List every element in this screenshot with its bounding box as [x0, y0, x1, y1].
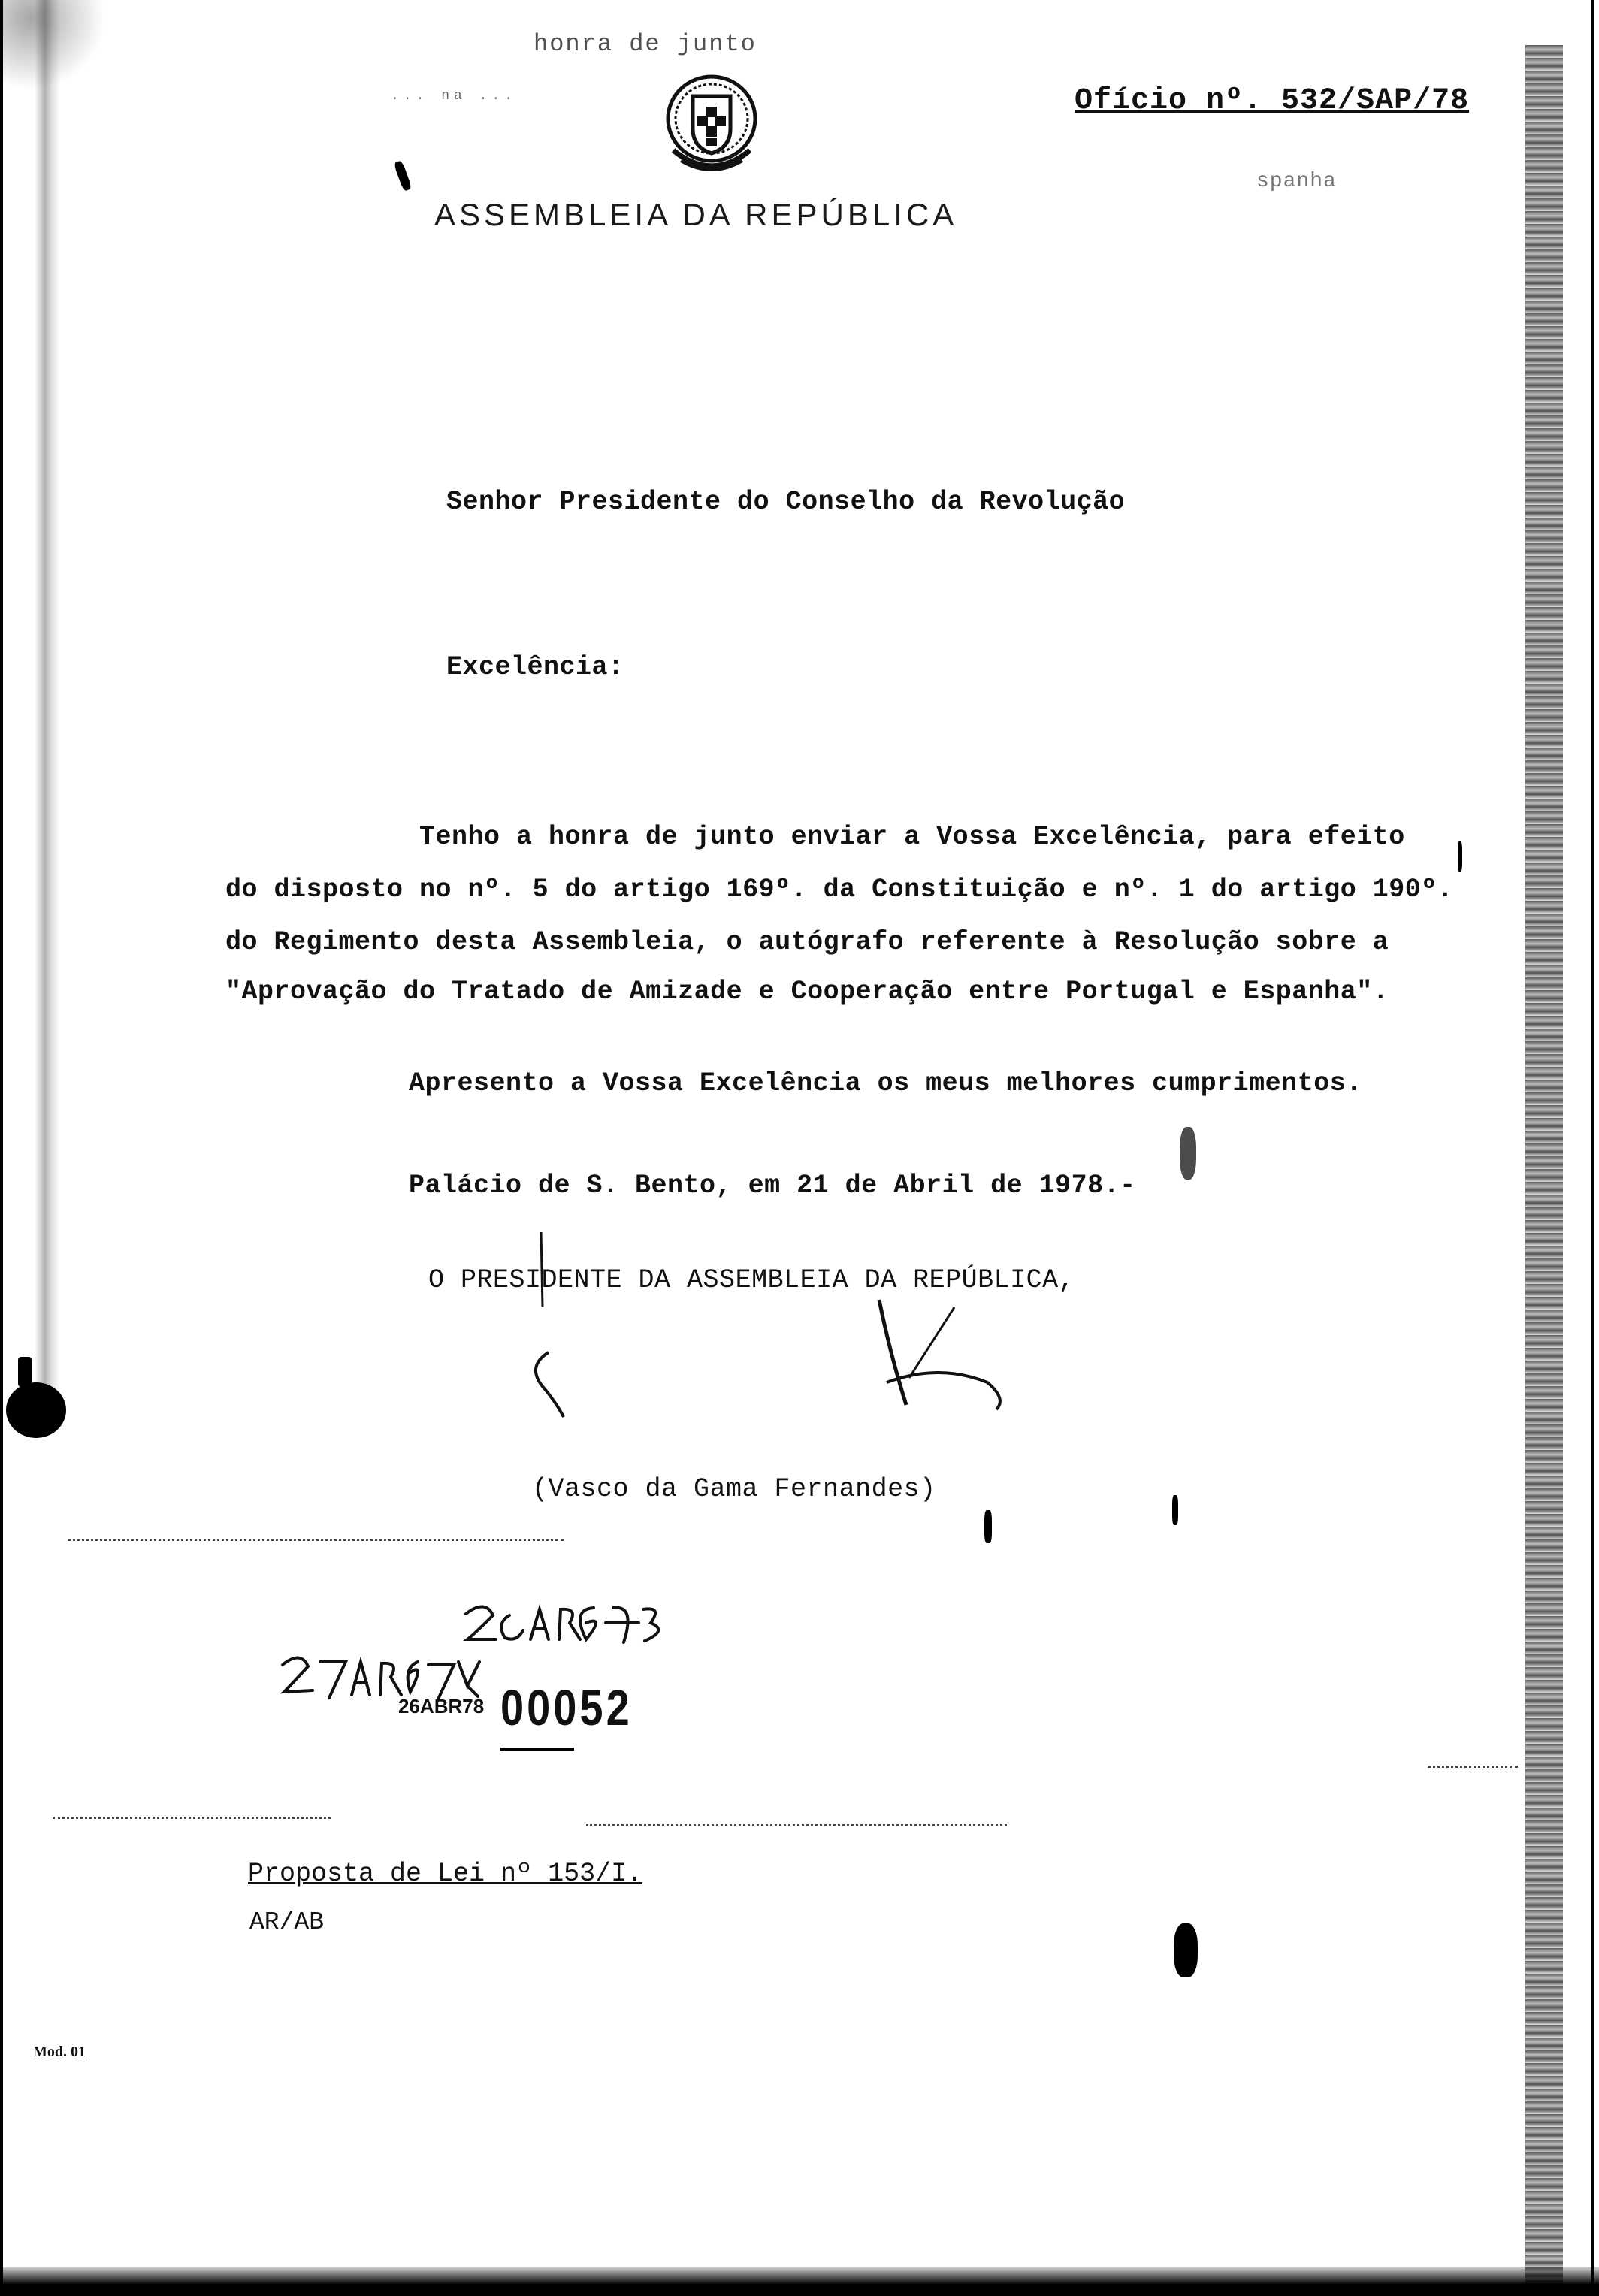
- scan-mark: [394, 160, 413, 192]
- paragraph-line: do Regimento desta Assembleia, o autógrafo referente à Resolução sobre a: [225, 927, 1389, 957]
- dotted-rule: [586, 1824, 1007, 1826]
- salutation: Excelência:: [446, 652, 624, 682]
- scan-blot: [1174, 1923, 1198, 1977]
- scan-edge-left: [0, 0, 3, 2296]
- initials: AR/AB: [249, 1908, 325, 1936]
- form-code: Mod. 01: [33, 2044, 86, 2060]
- date-stamp: 26ABR78: [398, 1695, 485, 1717]
- signatory-title: O PRESIDENTE DA ASSEMBLEIA DA REPÚBLICA,: [428, 1265, 1075, 1295]
- scan-mark: [984, 1510, 992, 1543]
- scan-edge-right: [1525, 45, 1563, 2284]
- paragraph-line: "Aprovação do Tratado de Amizade e Cooperação entre Portugal e Espanha".: [225, 977, 1389, 1007]
- institution-title: ASSEMBLEIA DA REPÚBLICA: [434, 197, 958, 232]
- scan-mark: [1458, 841, 1462, 872]
- dotted-rule: [1428, 1766, 1518, 1768]
- scan-edge-right-line: [1591, 0, 1594, 2296]
- signatory-name: (Vasco da Gama Fernandes): [532, 1474, 936, 1504]
- paragraph-line: Tenho a honra de junto enviar a Vossa Excelência, para efeito: [419, 822, 1405, 852]
- scan-edge-bottom: [0, 2267, 1599, 2296]
- bleedthrough-text: ... na ...: [391, 89, 518, 104]
- scan-blot: [18, 1357, 32, 1387]
- stamp-underline: [500, 1748, 574, 1751]
- closing-line: Apresento a Vossa Excelência os meus melhores cumprimentos.: [409, 1068, 1362, 1098]
- scan-blot: [1180, 1127, 1196, 1180]
- reference-number: Ofício nº. 532/SAP/78: [1075, 84, 1470, 118]
- coat-of-arms-icon: [663, 69, 760, 177]
- scan-mark: [1172, 1495, 1178, 1525]
- addressee: Senhor Presidente do Conselho da Revolução: [446, 487, 1126, 517]
- signature-icon: [488, 1202, 1059, 1427]
- bleedthrough-text: honra de junto: [534, 30, 757, 58]
- date-line: Palácio de S. Bento, em 21 de Abril de 1978.-: [409, 1171, 1136, 1201]
- scan-edge-shadow: [35, 0, 60, 1427]
- proposal-reference: Proposta de Lei nº 153/I.: [248, 1859, 643, 1889]
- scan-blot: [6, 1382, 66, 1438]
- dotted-rule: [68, 1539, 564, 1541]
- paragraph-line: do disposto no nº. 5 do artigo 169º. da Constituição e nº. 1 do artigo 190º.: [225, 875, 1454, 905]
- bleedthrough-text: spanha: [1256, 170, 1337, 193]
- registry-number-stamp: 00052: [500, 1678, 633, 1736]
- dotted-rule: [53, 1817, 331, 1819]
